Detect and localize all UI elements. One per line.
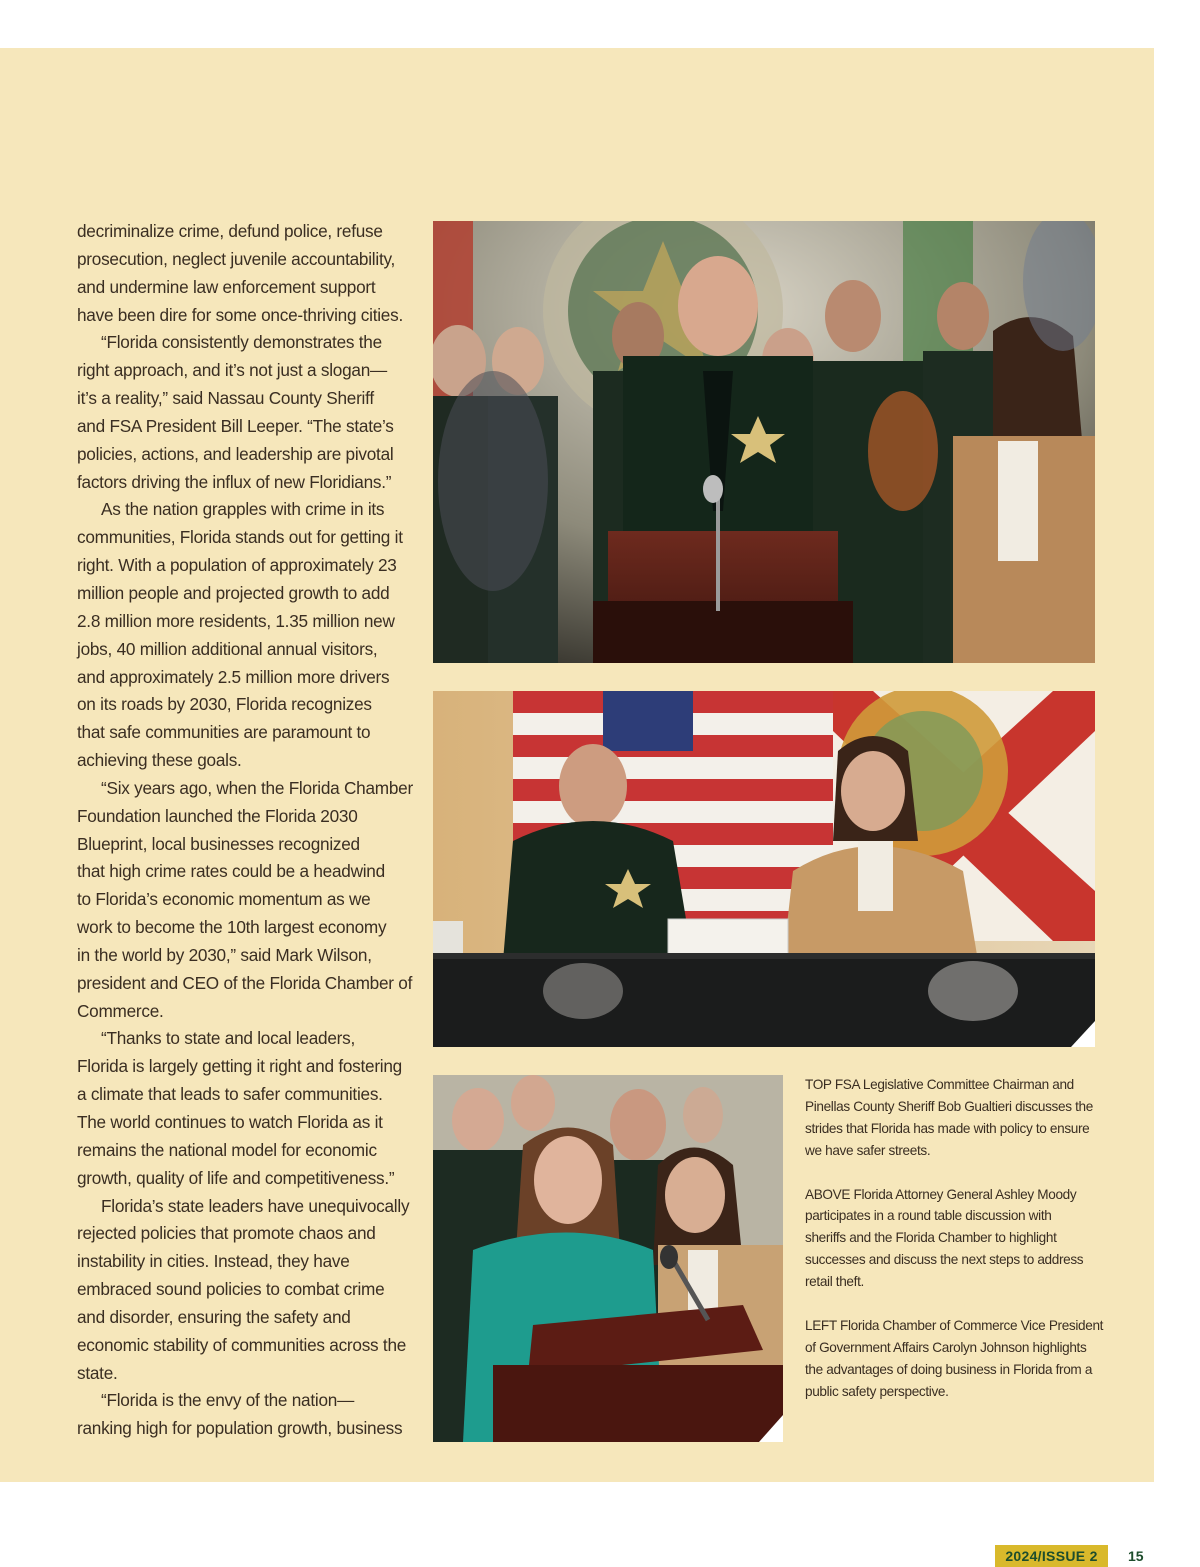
body-line: it’s a reality,” said Nassau County Sheriff — [77, 388, 374, 409]
body-line: jobs, 40 million additional annual visitors, — [77, 638, 378, 659]
photo-round-table-graphic — [433, 691, 1095, 1047]
caption-line: Pinellas County Sheriff Bob Gualtieri discusses the — [805, 1098, 1093, 1114]
caption-paragraph — [805, 1315, 1105, 1403]
body-line: Commerce. — [77, 1000, 164, 1021]
caption-line: TOP FSA Legislative Committee Chairman and — [805, 1077, 1074, 1092]
body-line: The world continues to watch Florida as it — [77, 1112, 383, 1132]
caption-paragraph — [805, 1074, 1105, 1162]
body-line: communities, Florida stands out for getting it — [77, 527, 403, 548]
caption-line: public safety perspective. — [805, 1383, 949, 1399]
body-line: and undermine law enforcement support — [77, 276, 376, 297]
photo-sheriff-at-podium — [433, 221, 1095, 663]
body-line: to Florida’s economic momentum as we — [77, 889, 371, 910]
body-line: rejected policies that promote chaos and — [77, 1223, 376, 1244]
body-line: Florida is largely getting it right and fostering — [77, 1056, 402, 1077]
body-line: that safe communities are paramount to — [77, 722, 371, 743]
body-line: factors driving the influx of new Floridians.” — [77, 471, 392, 492]
body-paragraph — [77, 329, 417, 496]
body-paragraph — [77, 496, 417, 774]
body-line: Blueprint, local businesses recognized — [77, 833, 360, 854]
body-line: right. With a population of approximately 23 — [77, 555, 397, 576]
photo-woman-at-podium — [433, 1075, 783, 1442]
body-line: work to become the 10th largest economy — [77, 917, 387, 938]
body-paragraph — [77, 1193, 417, 1388]
body-line: economic stability of communities across the — [77, 1334, 407, 1355]
caption-line: ABOVE Florida Attorney General Ashley Moody — [805, 1186, 1077, 1202]
photo-round-table — [433, 691, 1095, 1047]
body-line: state. — [77, 1362, 118, 1383]
body-line: ranking high for population growth, business — [77, 1418, 403, 1439]
body-line: have been dire for some once-thriving cities. — [77, 304, 403, 325]
photo-woman-at-podium-graphic — [433, 1075, 783, 1442]
caption-line: strides that Florida has made with policy to ensure — [805, 1120, 1090, 1136]
body-line: As the nation grapples with crime in its — [101, 499, 385, 520]
body-line: Foundation launched the Florida 2030 — [77, 805, 358, 826]
caption-line: LEFT Florida Chamber of Commerce Vice President — [805, 1317, 1104, 1333]
body-line: in the world by 2030,” said Mark Wilson, — [77, 944, 372, 965]
caption-line: sheriffs and the Florida Chamber to highlight — [805, 1230, 1057, 1246]
body-line: prosecution, neglect juvenile accountability, — [77, 248, 396, 269]
body-line: “Florida is the envy of the nation— — [101, 1390, 355, 1411]
body-paragraph — [77, 218, 417, 329]
body-line: decriminalize crime, defund police, refuse — [77, 221, 383, 241]
body-paragraph — [77, 1387, 417, 1443]
body-line: “Thanks to state and local leaders, — [101, 1028, 355, 1049]
body-line: a climate that leads to safer communities. — [77, 1084, 383, 1105]
body-line: right approach, and it’s not just a slogan— — [77, 360, 387, 381]
caption-line: the advantages of doing business in Florida from a — [805, 1361, 1093, 1377]
body-line: 2.8 million more residents, 1.35 million new — [77, 610, 395, 631]
body-line: “Six years ago, when the Florida Chamber — [101, 777, 413, 798]
body-line: million people and projected growth to add — [77, 582, 390, 603]
body-line: that high crime rates could be a headwind — [77, 861, 385, 882]
body-line: growth, quality of life and competitiveness.” — [77, 1167, 395, 1188]
body-line: “Florida consistently demonstrates the — [101, 332, 382, 353]
caption-line: retail theft. — [805, 1274, 864, 1290]
body-line: president and CEO of the Florida Chamber of — [77, 972, 413, 993]
photo-sheriff-at-podium-graphic — [433, 221, 1095, 663]
body-line: instability in cities. Instead, they have — [77, 1251, 350, 1272]
body-line: and disorder, ensuring the safety and — [77, 1306, 351, 1327]
body-line: on its roads by 2030, Florida recognizes — [77, 694, 372, 715]
body-line: policies, actions, and leadership are pivotal — [77, 443, 394, 464]
body-line: embraced sound policies to combat crime — [77, 1279, 385, 1300]
body-line: remains the national model for economic — [77, 1139, 377, 1160]
photo-captions — [805, 1074, 1105, 1424]
article-body-text — [77, 218, 417, 1443]
body-paragraph — [77, 775, 417, 1026]
caption-line: of Government Affairs Carolyn Johnson highlights — [805, 1339, 1087, 1355]
caption-line: participates in a round table discussion with — [805, 1208, 1052, 1224]
body-line: Florida’s state leaders have unequivocally — [101, 1195, 410, 1216]
issue-badge: 2024/ISSUE 2 — [995, 1545, 1108, 1567]
caption-paragraph — [805, 1184, 1105, 1294]
page-number: 15 — [1128, 1548, 1144, 1564]
caption-line: we have safer streets. — [805, 1142, 931, 1158]
body-line: and FSA President Bill Leeper. “The state’s — [77, 415, 394, 436]
caption-line: successes and discuss the next steps to address — [805, 1252, 1084, 1268]
body-line: achieving these goals. — [77, 750, 242, 771]
body-line: and approximately 2.5 million more drivers — [77, 666, 390, 687]
body-paragraph — [77, 1025, 417, 1192]
